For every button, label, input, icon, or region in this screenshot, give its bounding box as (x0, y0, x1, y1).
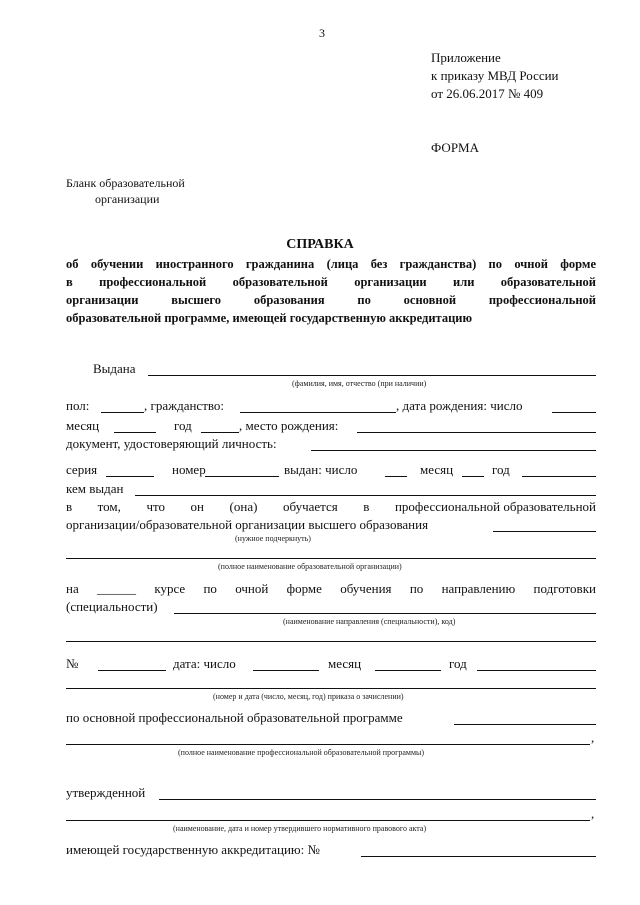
course-number-field[interactable]: ______ (97, 581, 137, 596)
studies-statement (66, 499, 596, 515)
order-month-label: месяц (328, 656, 362, 671)
full-name-caption: (фамилия, имя, отчество (при наличии) (292, 379, 427, 388)
organization-type-field[interactable] (493, 531, 596, 532)
issued-label: Выдана (93, 361, 136, 376)
organization-type-line: организации/образовательной организации высшего образования (66, 517, 429, 532)
issued-year-field[interactable] (522, 476, 596, 477)
studies-word: в (363, 499, 370, 514)
course-word: направлению (441, 581, 516, 596)
approved-label: утвержденной (66, 785, 146, 800)
underline-caption: (нужное подчеркнуть) (235, 534, 311, 543)
appendix-line-3: от 26.06.2017 № 409 (431, 86, 544, 101)
organization-name-caption: (полное наименование образовательной организации) (218, 562, 402, 571)
course-word: очной (235, 581, 269, 596)
number-label: номер (172, 462, 206, 477)
sex-field[interactable] (101, 412, 144, 413)
blank-line-1: Бланк образовательной (66, 176, 185, 190)
approved-field[interactable] (159, 799, 596, 800)
citizenship-field[interactable] (240, 412, 396, 413)
subtitle-line-4: образовательной программе, имеющей государственную аккредитацию (66, 311, 473, 325)
birth-month-label: месяц (66, 418, 100, 433)
order-details-field[interactable] (66, 688, 596, 689)
specialty-field-continued[interactable] (66, 641, 596, 642)
issued-day-field[interactable] (385, 476, 407, 477)
order-year-label: год (449, 656, 467, 671)
blank-line-2: организации (95, 192, 160, 206)
form-label: ФОРМА (431, 140, 479, 155)
birth-day-field[interactable] (552, 412, 596, 413)
course-word: на (66, 581, 79, 596)
id-document-label: документ, удостоверяющий личность: (66, 436, 277, 451)
order-year-field[interactable] (477, 670, 596, 671)
issued-by-label: кем выдан (66, 481, 124, 496)
studies-word: в (66, 499, 73, 514)
program-name-field[interactable] (66, 744, 590, 745)
studies-word: что (146, 499, 166, 514)
citizenship-label: , гражданство: (144, 398, 225, 413)
appendix-line-2: к приказу МВД России (431, 68, 559, 83)
birth-year-field[interactable] (201, 432, 239, 433)
page-number: 3 (319, 26, 325, 40)
subtitle-line-2: в профессиональной образовательной организации или образовательной (66, 275, 596, 289)
issued-on-label: выдан: число (284, 462, 358, 477)
specialty-caption: (наименование направления (специальности), код) (283, 617, 456, 626)
studies-word: (она) (229, 499, 258, 514)
series-label: серия (66, 462, 98, 477)
appendix-line-1: Приложение (431, 50, 501, 65)
order-number-label: № (66, 656, 79, 671)
subtitle-line-3: организации высшего образования по основной профессиональной (66, 293, 596, 307)
birth-year-label: год (174, 418, 192, 433)
program-label: по основной профессиональной образовательной программе (66, 710, 403, 725)
organization-name-field[interactable] (66, 558, 596, 559)
specialty-field[interactable] (174, 613, 596, 614)
birth-month-field[interactable] (114, 432, 156, 433)
course-word: по (409, 581, 424, 596)
birth-place-label: , место рождения: (239, 418, 339, 433)
course-word: подготовки (533, 581, 596, 596)
course-word: по (203, 581, 217, 596)
id-document-field[interactable] (311, 450, 596, 451)
order-caption: (номер и дата (число, месяц, год) приказа о зачислении) (213, 692, 404, 701)
birth-place-field[interactable] (357, 432, 596, 433)
program-comma: , (591, 730, 595, 745)
accreditation-number-field[interactable] (361, 856, 596, 857)
studies-word: том, (97, 499, 121, 514)
course-word: форме (286, 581, 322, 596)
specialty-label: (специальности) (66, 599, 158, 614)
program-field[interactable] (454, 724, 596, 725)
subtitle-line-1: об обучении иностранного гражданина (лица без гражданства) по очной форме (66, 257, 596, 271)
number-field[interactable] (205, 476, 279, 477)
issued-month-field[interactable] (462, 476, 484, 477)
approved-comma: , (591, 806, 595, 821)
order-day-field[interactable] (253, 670, 319, 671)
accreditation-label: имеющей государственную аккредитацию: № (66, 842, 320, 857)
program-caption: (полное наименование профессиональной образовательной программы) (178, 748, 425, 757)
approved-act-field[interactable] (66, 820, 590, 821)
studies-word: он (190, 499, 205, 514)
course-word: обучения (340, 581, 392, 596)
order-date-label: дата: число (173, 656, 236, 671)
sex-label: пол: (66, 398, 90, 413)
issued-by-field[interactable] (135, 495, 596, 496)
approved-caption: (наименование, дата и номер утвердившего нормативного правового акта) (173, 824, 427, 833)
order-month-field[interactable] (375, 670, 441, 671)
full-name-field[interactable] (148, 375, 596, 376)
series-field[interactable] (106, 476, 154, 477)
order-number-field[interactable] (98, 670, 166, 671)
studies-word: профессиональной образовательной (394, 499, 596, 514)
course-word: курсе (154, 581, 186, 596)
course-statement (66, 581, 596, 597)
birth-date-label: , дата рождения: число (396, 398, 523, 413)
document-title: СПРАВКА (286, 237, 354, 252)
issued-month-label: месяц (420, 462, 454, 477)
issued-year-label: год (492, 462, 510, 477)
studies-word: обучается (282, 499, 338, 514)
